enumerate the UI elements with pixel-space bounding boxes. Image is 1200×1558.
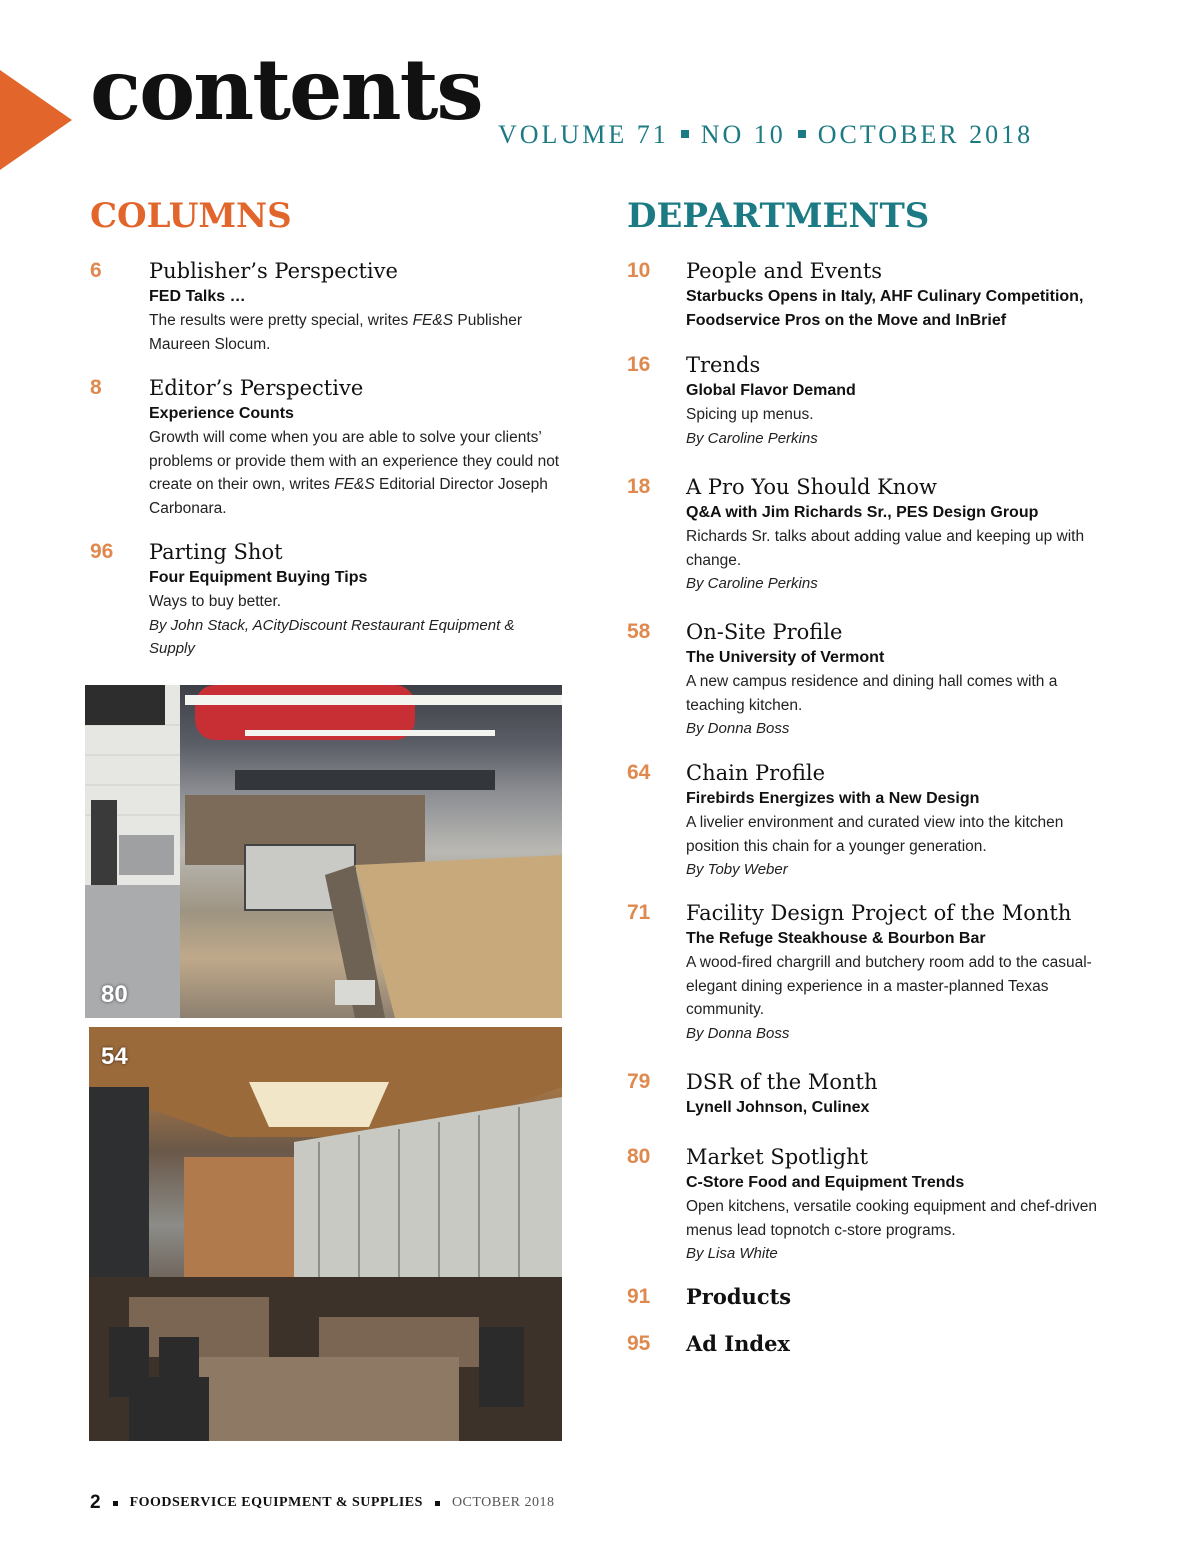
toc-entry-parting-shot[interactable]	[90, 538, 560, 661]
corner-triangle-decoration	[0, 70, 72, 170]
entry-subtitle: Lynell Johnson, Culinex	[686, 1099, 870, 1116]
toc-entry-facility-design-project[interactable]	[627, 899, 1097, 1045]
columns-heading: COLUMNS	[90, 196, 292, 236]
toc-entry-on-site-profile[interactable]	[627, 618, 1097, 741]
entry-subtitle: The Refuge Steakhouse & Bourbon Bar	[686, 930, 986, 947]
page-number: 16	[627, 353, 651, 376]
entry-byline: By Toby Weber	[686, 861, 788, 878]
departments-heading: DEPARTMENTS	[627, 196, 930, 236]
toc-entry-editors-perspective[interactable]	[90, 374, 560, 520]
page-number: 10	[627, 259, 651, 282]
toc-entry-trends[interactable]	[627, 351, 1097, 450]
toc-entry-people-and-events[interactable]	[627, 257, 1097, 333]
entry-description: A new campus residence and dining hall comes with a teaching kitchen.	[686, 673, 1058, 714]
entry-description: Richards Sr. talks about adding value and keeping up with change.	[686, 528, 1085, 569]
page-number: 6	[90, 259, 102, 282]
page-title: contents	[90, 40, 482, 139]
footer-date: OCTOBER 2018	[451, 1495, 555, 1510]
toc-entry-ad-index[interactable]	[627, 1330, 1097, 1358]
entry-subtitle: Q&A with Jim Richards Sr., PES Design Group	[686, 504, 1039, 521]
entry-subtitle: Starbucks Opens in Italy, AHF Culinary Competition, Foodservice Pros on the Move and InBrief	[686, 288, 1084, 329]
toc-entry-publishers-perspective[interactable]	[90, 257, 560, 356]
issue-line	[498, 120, 1033, 150]
entry-description: Growth will come when you are able to solve your clients’ problems or provide them with an experience they could not create on their own, writes FE&S Editorial Director Joseph Carbonara.	[149, 429, 560, 517]
entry-description: The results were pretty special, writes FE&S Publisher Maureen Slocum.	[149, 312, 523, 353]
separator-square	[798, 130, 806, 138]
entry-byline: By Caroline Perkins	[686, 429, 818, 447]
footer-publication: FOODSERVICE EQUIPMENT & SUPPLIES	[129, 1495, 423, 1510]
footer-page-number: 2	[90, 1492, 101, 1513]
issue-number: NO 10	[700, 120, 786, 149]
separator-square	[113, 1501, 118, 1506]
toc-entry-dsr-of-the-month[interactable]	[627, 1068, 1097, 1120]
entry-subtitle: Experience Counts	[149, 405, 294, 422]
toc-entry-a-pro-you-should-know[interactable]	[627, 473, 1097, 596]
entry-subtitle: C-Store Food and Equipment Trends	[686, 1174, 965, 1191]
entry-title: Parting Shot	[149, 540, 283, 564]
entry-title: Facility Design Project of the Month	[686, 901, 1072, 925]
entry-title: Market Spotlight	[686, 1145, 869, 1169]
entry-title: DSR of the Month	[686, 1070, 878, 1094]
entry-subtitle: Global Flavor Demand	[686, 382, 856, 399]
entry-description: A wood-fired chargrill and butchery room add to the casual-elegant dining experience in a master-planned Texas community.	[686, 954, 1092, 1018]
entry-title: A Pro You Should Know	[686, 475, 937, 499]
c-store-photo	[85, 685, 562, 1018]
entry-subtitle: Firebirds Energizes with a New Design	[686, 790, 980, 807]
page-number: 71	[627, 901, 651, 924]
entry-description: Ways to buy better.	[149, 593, 282, 610]
entry-subtitle: The University of Vermont	[686, 649, 885, 666]
entry-byline: By Caroline Perkins	[686, 575, 818, 592]
toc-entry-products[interactable]	[627, 1283, 1097, 1311]
entry-byline: By Lisa White	[686, 1245, 778, 1262]
toc-entry-chain-profile[interactable]	[627, 759, 1097, 882]
entry-subtitle: Four Equipment Buying Tips	[149, 569, 368, 586]
page-number: 95	[627, 1332, 651, 1355]
photo-page-number: 80	[101, 981, 128, 1008]
entry-byline: By John Stack, ACityDiscount Restaurant Equipment & Supply	[149, 616, 515, 657]
entry-title: Editor’s Perspective	[149, 376, 364, 400]
page-number: 58	[627, 620, 651, 643]
entry-byline: By Donna Boss	[686, 720, 790, 737]
dining-room-photo	[89, 1027, 562, 1441]
photo-page-number: 54	[101, 1043, 128, 1070]
separator-square	[435, 1501, 440, 1506]
entry-title: Publisher’s Perspective	[149, 259, 398, 283]
entry-description: A livelier environment and curated view into the kitchen position this chain for a younger generation.	[686, 814, 1064, 855]
entry-title: Products	[686, 1284, 792, 1309]
toc-entry-market-spotlight[interactable]	[627, 1143, 1097, 1266]
page-number: 79	[627, 1070, 651, 1093]
entry-title: Ad Index	[686, 1331, 790, 1356]
dining-room-illustration	[89, 1027, 562, 1441]
page-number: 96	[90, 540, 114, 563]
entry-title: People and Events	[686, 259, 883, 283]
issue-date: OCTOBER 2018	[817, 120, 1034, 149]
entry-subtitle: FED Talks …	[149, 288, 246, 305]
entry-byline: By Donna Boss	[686, 1024, 790, 1042]
entry-title: Chain Profile	[686, 761, 825, 785]
page-number: 80	[627, 1145, 651, 1168]
page-number: 8	[90, 376, 102, 399]
page-footer	[90, 1492, 555, 1514]
entry-title: Trends	[686, 353, 761, 377]
page-number: 64	[627, 761, 651, 784]
page-number: 91	[627, 1285, 651, 1308]
page-number: 18	[627, 475, 651, 498]
separator-square	[681, 130, 689, 138]
entry-description: Spicing up menus.	[686, 406, 814, 423]
entry-description: Open kitchens, versatile cooking equipment and chef-driven menus lead topnotch c-store programs.	[686, 1198, 1097, 1239]
entry-title: On-Site Profile	[686, 620, 843, 644]
c-store-illustration	[85, 685, 562, 1018]
issue-volume: VOLUME 71	[498, 120, 669, 149]
